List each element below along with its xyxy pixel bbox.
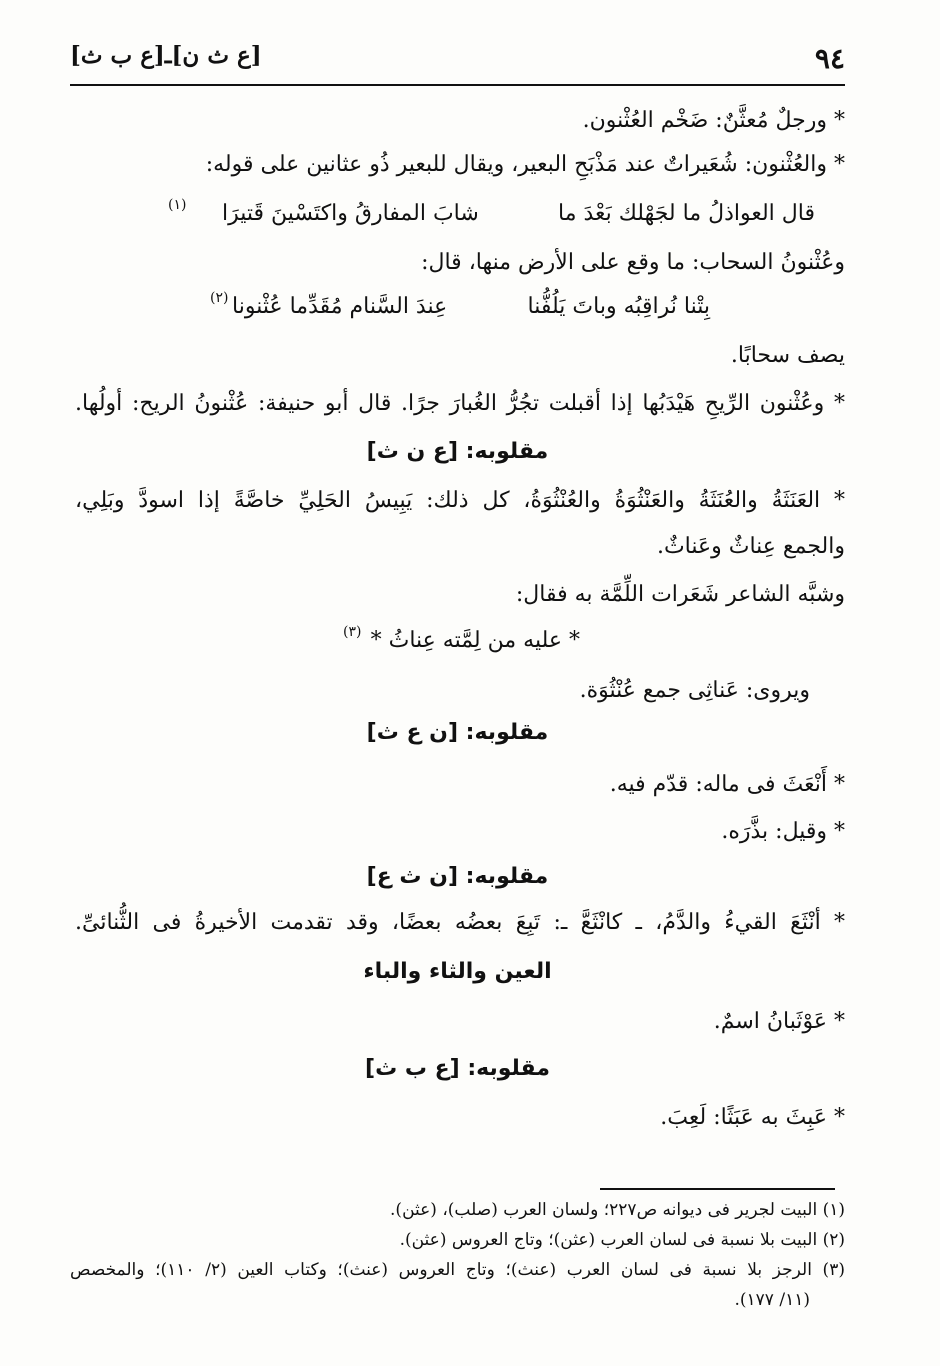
footnote-rule: [600, 1188, 835, 1190]
text-line: * أنْثَعَ القيءُ والدَّمُ، ـ كانْثَعَّ ـ: تَبِعَ بعضُه بعضًا، وقد تقدمت الأخيرةُ فى الثُّنائىِّ.: [75, 910, 845, 935]
text-line: يصف سحابًا.: [730, 343, 845, 368]
page-header: [70, 38, 845, 82]
text-line: * عَبِثَ به عَبَثًا: لَعِبَ.: [660, 1105, 845, 1130]
footnote: (٣) الرجز بلا نسبة فى لسان العرب (عنث)؛ وتاج العروس (عنث)؛ وكتاب العين (٢/ ١١٠)؛ والمخصص: [70, 1260, 845, 1280]
text-line: * ورجلٌ مُعثَّنٌ: ضَخْم العُثْنون.: [582, 108, 845, 133]
text-line: * العَنَثَةُ والعُنَثَةُ والعَنْثُوَةُ والعُنْثُوَةُ، كل ذلك: يَبِيسُ الحَلِيِّ خاصَّةً إذا اسودَّ وبَلِي،: [75, 488, 845, 513]
footnote: (١١/ ١٧٧).: [734, 1290, 810, 1310]
text-line: * أَنْعَثَ فى ماله: قدّم فيه.: [609, 772, 845, 797]
footnote-marker: (٢): [210, 290, 229, 306]
text-line: * والعُثْنون: شُعَيراتٌ عند مَذْبَحِ البعير، ويقال للبعير ذُو عثانين على قوله:: [205, 152, 845, 177]
footnote-marker: (١): [168, 197, 187, 213]
verse-hemistich-left: شابَ المفارقُ واكتَسْينَ قَتيرَا: [222, 201, 479, 226]
section-heading: مقلوبه: [ع ن ث]: [366, 439, 549, 464]
section-heading: مقلوبه: [ع ب ث]: [365, 1056, 550, 1081]
section-heading: مقلوبه: [ن ع ث]: [366, 720, 549, 745]
footnote: (٢) البيت بلا نسبة فى لسان العرب (عثن)؛ وتاج العروس (عثن).: [399, 1230, 845, 1250]
verse-hemistich-right: قال العواذلُ ما لجَهْلك بَعْدَ ما: [558, 201, 815, 226]
running-head: [ع ث ن]ـ[ع ب ث]: [70, 42, 262, 69]
text-line: وشبَّه الشاعر شَعَرات اللِّمَّة به فقال:: [515, 582, 845, 607]
text-line: * عَوْثَبانُ اسمٌ.: [713, 1009, 845, 1034]
text-line: ويروى: عَناثِى جمع عُنْثُوَة.: [579, 678, 810, 703]
text-line: * وقيل: بذَّرَه.: [721, 819, 845, 844]
section-heading: العين والثاء والباء: [363, 959, 552, 984]
text-line: وعُثْنونُ السحاب: ما وقع على الأرض منها، قال:: [421, 250, 845, 275]
verse-hemistich-left: عِندَ السَّنام مُقَدِّما عُثْنونا: [232, 294, 448, 319]
text-line: * وعُثْنون الرِّيحِ هَيْدَبُها إذا أقبلت تجُرُّ الغُبارَ جرًا. قال أبو حنيفة: عُثْنونُ الريح: أولُها.: [75, 391, 845, 416]
footnote: (١) البيت لجرير فى ديوانه ص٢٢٧؛ ولسان العرب (صلب)، (عثن).: [390, 1200, 845, 1220]
text-line: والجمع عِناثٌ وعَناثٌ.: [656, 534, 845, 559]
verse-hemistich-right: بِتْنا نُراقِبُه وباتَ يَلُفُّنا: [527, 294, 710, 319]
verse-line: * عليه من لِمَّته عِناثُ *: [370, 628, 580, 653]
section-heading: مقلوبه: [ن ث ع]: [366, 864, 549, 889]
page-number: ٩٤: [814, 42, 845, 75]
footnote-marker: (٣): [343, 624, 362, 640]
header-rule: [70, 84, 845, 86]
